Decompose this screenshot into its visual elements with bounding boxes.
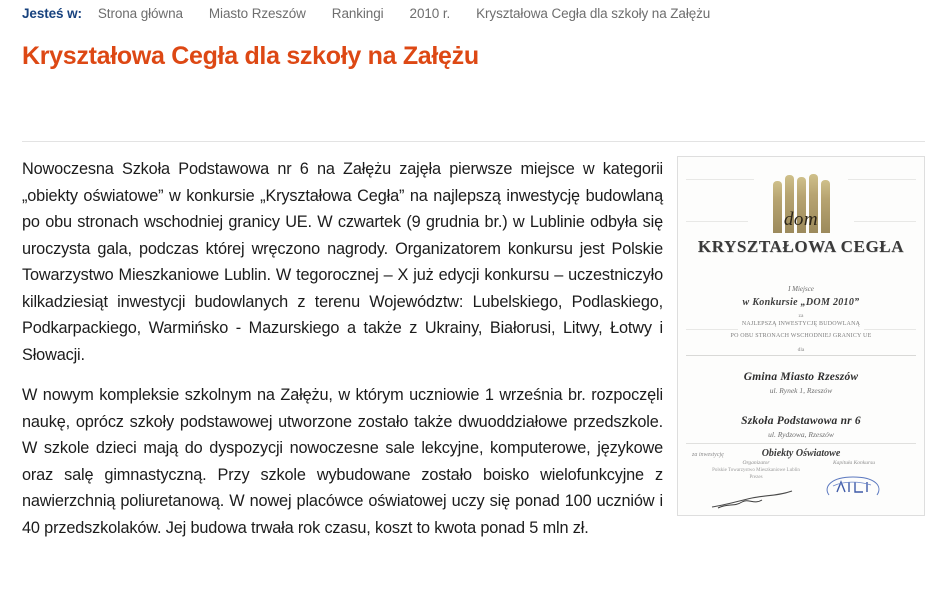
picket-fence-logo-icon: [771, 171, 831, 233]
certificate-rule: [686, 221, 748, 222]
certificate-za-label: za: [798, 313, 804, 319]
breadcrumb-item-2010[interactable]: 2010 r.: [409, 6, 451, 21]
certificate-signature-left-name: Prezes: [749, 475, 763, 480]
certificate-place: I Miejsce: [788, 285, 814, 293]
certificate-rule: [686, 355, 916, 356]
breadcrumb: [0, 0, 950, 30]
certificate-for-label: za inwestycję: [692, 452, 724, 458]
certificate-title: KRYSZTAŁOWA CEGŁA: [697, 237, 905, 256]
certificate-award: Obiekty Oświatowe: [761, 448, 841, 459]
certificate-recipient: Gmina Miasto Rzeszów: [743, 371, 859, 383]
certificate-rule: [864, 329, 916, 330]
certificate-object: Szkoła Podstawowa nr 6: [741, 415, 861, 427]
breadcrumb-label: Jesteś w:: [22, 6, 82, 21]
certificate-signature-right-role: Kapituła Konkursu: [832, 460, 876, 466]
signature-stamp-icon: [802, 473, 906, 499]
certificate-rule: [686, 179, 754, 180]
article-body: [22, 156, 928, 541]
breadcrumb-item-miasto-rzeszow[interactable]: Miasto Rzeszów: [208, 6, 306, 21]
certificate-line-1: NAJLEPSZĄ INWESTYCJĘ BUDOWLANĄ: [741, 321, 861, 327]
certificate-signature-left-role: Organizator: [742, 460, 770, 466]
certificate-dla-label: dla: [797, 347, 805, 353]
certificate-rule: [848, 179, 916, 180]
breadcrumb-item-rankingi[interactable]: Rankingi: [331, 6, 384, 21]
certificate-signature-left-org: Polskie Towarzystwo Mieszkaniowe Lublin: [712, 468, 800, 473]
certificate-line-2: PO OBU STRONACH WSCHODNIEJ GRANICY UE: [730, 333, 872, 339]
certificate-recipient-address: ul. Rynek 1, Rzeszów: [769, 386, 833, 395]
certificate-image[interactable]: [677, 156, 925, 516]
article-paragraph-1: Nowoczesna Szkoła Podstawowa nr 6 na Załężu zajęła pierwsze miejsce w kategorii „obiekty oświatowe” w konkursie „Kryształowa Cegła” na najlepszą inwestycję budowlaną po obu stronach wschodniej granicy UE. W czwartek (9 grudnia br.) w Lublinie odbyła się uroczysta gala, podczas której wręczono nagrody. Organizatorem konkursu jest Polskie Towarzystwo Mieszkaniowe Lublin. W tegorocznej – X już edycji konkursu – uczestniczyło kilkadziesiąt inwestycji budowlanych z terenu Województw: Lubelskiego, Podlaskiego, Podkarpackiego, Warmińsko - Mazurskiego a także z Ukrainy, Białorusi, Litwy, Łotwy i Słowacji.: [22, 160, 663, 364]
certificate-contest: w Konkursie „DOM 2010”: [742, 297, 860, 308]
certificate-signature-left: [704, 459, 808, 513]
signature-mark-icon: [704, 487, 808, 513]
header-divider: [22, 141, 925, 142]
page-title: Kryształowa Cegła dla szkoły na Załężu: [22, 42, 479, 70]
breadcrumb-item-current: Kryształowa Cegła dla szkoły na Załężu: [476, 6, 711, 21]
breadcrumb-item-strona-glowna[interactable]: Strona główna: [97, 6, 183, 21]
article-paragraph-2: W nowym kompleksie szkolnym na Załężu, w którym uczniowie 1 września br. rozpoczęli naukę, oprócz szkoły podstawowej utworzone zostało także dwuoddziałowe przedszkole. W szkole dzieci mają do dyspozycji nowoczesne sale lekcyjne, komputerowe, językowe oraz salę gimnastyczną. Przy szkole wybudowane zostało boisko wielofunkcyjne z nawierzchnią poliuretanową. W nowej placówce oświatowej uczy się ponad 100 uczniów i 40 przedszkolaków. Jej budowa trwała rok czasu, koszt to kwota ponad 5 mln zł.: [22, 386, 663, 537]
certificate-object-address: ul. Rydzowa, Rzeszów: [768, 430, 834, 439]
certificate-rule: [686, 443, 916, 444]
certificate-inner: [686, 163, 916, 509]
certificate-rule: [686, 329, 738, 330]
certificate-rule: [854, 221, 916, 222]
certificate-signature-right: [802, 459, 906, 499]
certificate-logo-word: dom: [783, 209, 819, 230]
